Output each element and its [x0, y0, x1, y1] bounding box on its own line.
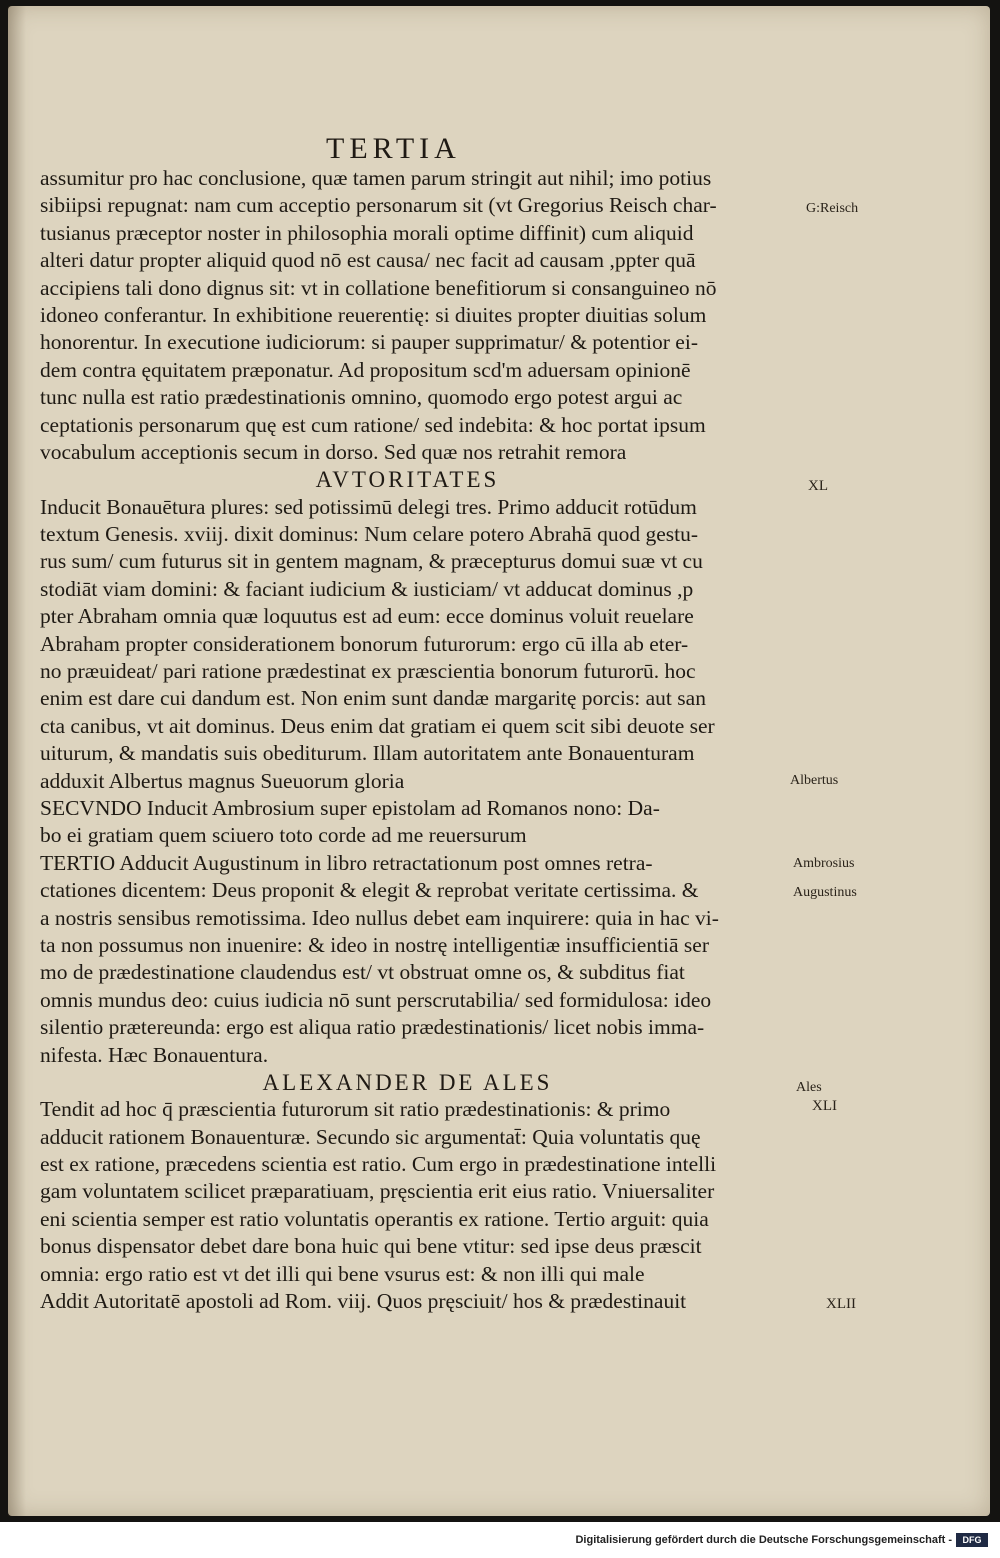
text-line: vocabulum acceptionis secum in dorso. Sed quæ nos retrahit remora: [40, 439, 627, 464]
text-line: TERTIO Adducit Augustinum in libro retractationum post omnes retra-: [40, 850, 653, 875]
running-head: TERTIA: [326, 132, 461, 165]
text-line: silentio prætereunda: ergo est aliqua ratio prædestinationis/ licet nobis imma-: [40, 1015, 705, 1040]
text-line: idoneo conferantur. In exhibitione reuerentię: si diuites propter diuitias solum: [40, 302, 707, 327]
text-line: enim est dare cui dandum est. Non enim sunt dandæ margaritę porcis: aut san: [40, 686, 706, 711]
text-line: Inducit Bonauētura plures: sed potissimū delegi tres. Primo adducit rotūdum: [40, 494, 697, 519]
margin-note-xl: XL: [808, 478, 828, 494]
text-line: ctationes dicentem: Deus proponit & elegit & reprobat veritate certissima. &: [40, 878, 699, 903]
text-line: alteri datur propter aliquid quod nō est causa/ nec facit ad causam ,ppter quā: [40, 248, 696, 273]
margin-note-augustinus: Augustinus: [793, 885, 857, 900]
footer-bar: [0, 1526, 1000, 1558]
text-line: pter Abraham omnia quæ loquutus est ad eum: ecce dominus voluit reuelare: [40, 604, 694, 629]
footer-credit: Digitalisierung gefördert durch die Deutsche Forschungsgemeinschaft -: [575, 1534, 952, 1546]
margin-note-xlii: XLII: [826, 1296, 856, 1312]
text-line: a nostris sensibus remotissima. Ideo nullus debet eam inquirere: quia in hac vi-: [40, 905, 719, 930]
margin-note-albertus: Albertus: [790, 773, 839, 788]
text-line: omnia: ergo ratio est vt det illi qui bene vsurus est: & non illi qui male: [40, 1261, 645, 1286]
margin-note-ambrosius: Ambrosius: [793, 856, 855, 871]
text-line: dem contra ęquitatem præponatur. Ad propositum scd'm aduersam opinionē: [40, 357, 691, 382]
text-line: Addit Autoritatē apostoli ad Rom. viij. Quos pręsciuit/ hos & prædestinauit: [40, 1289, 687, 1314]
section-heading-alexander: ALEXANDER DE ALES: [262, 1069, 553, 1095]
margin-note-xli: XLI: [812, 1098, 837, 1114]
text-line: bo ei gratiam quem sciuero toto corde ad me reuersurum: [40, 823, 527, 848]
text-line: uiturum, & mandatis suis obediturum. Illam autoritatem ante Bonauenturam: [40, 741, 695, 766]
text-line: stodiāt viam domini: & faciant iudicium & iusticiam/ vt adducat dominus ,p: [40, 576, 694, 601]
text-line: gam voluntatem scilicet præparatiuam, pręscientia erit eius ratio. Vniuersaliter: [40, 1179, 715, 1204]
dfg-logo-icon: DFG: [956, 1533, 988, 1547]
text-line: Tendit ad hoc q̄ præscientia futurorum sit ratio prædestinationis: & primo: [40, 1097, 671, 1122]
text-line: assumitur pro hac conclusione, quæ tamen parum stringit aut nihil; imo potius: [40, 166, 712, 190]
text-line: ceptationis personarum quę est cum ratione/ sed indebita: & hoc portat ipsum: [40, 412, 706, 437]
text-line: sibiipsi repugnat: nam cum acceptio personarum sit (vt Gregorius Reisch char-: [40, 193, 717, 218]
text-line: est ex ratione, præcedens scientia est ratio. Cum ergo in prædestinatione intelli: [40, 1152, 717, 1177]
text-line: mo de prædestinatione claudendus est/ vt obstruat omne os, & subditus fiat: [40, 960, 685, 985]
margin-note-reisch: G:Reisch: [806, 201, 859, 216]
section-heading-autoritates: AVTORITATES: [315, 467, 500, 493]
text-line: cta canibus, vt ait dominus. Deus enim dat gratiam ei quem scit sibi deuote ser: [40, 713, 715, 738]
text-line: textum Genesis. xviij. dixit dominus: Num celare potero Abrahā quod gestu-: [40, 522, 699, 547]
text-line: bonus dispensator debet dare bona huic qui bene vtitur: sed ipse deus præscit: [40, 1234, 702, 1259]
margin-note-ales: Ales: [796, 1080, 822, 1095]
text-line: Abraham propter considerationem bonorum futurorum: ergo cū illa ab eter-: [40, 631, 689, 656]
text-line: no præuideat/ pari ratione prædestinat ex præscientia bonorum futurorū. hoc: [40, 659, 696, 684]
text-line: adducit rationem Bonauenturæ. Secundo sic argumentat̄: Quia voluntatis quę: [40, 1124, 701, 1149]
text-line: adduxit Albertus magnus Sueuorum gloria: [40, 768, 405, 793]
text-line: tunc nulla est ratio prædestinationis omnino, quomodo ergo potest argui ac: [40, 385, 683, 410]
text-line: honorentur. In executione iudiciorum: si pauper supprimatur/ & potentior ei-: [40, 330, 698, 355]
text-line: eni scientia semper est ratio voluntatis operantis ex ratione. Tertio arguit: quia: [40, 1206, 709, 1231]
text-line: rus sum/ cum futurus sit in gentem magnam, & præcepturus domui suæ vt cu: [40, 549, 703, 574]
text-line: accipiens tali dono dignus sit: vt in collatione benefitiorum si consanguineo nō: [40, 275, 717, 300]
text-line: tusianus præceptor noster in philosophia morali optime diffinit) cum aliquid: [40, 220, 694, 245]
text-line: nifesta. Hæc Bonauentura.: [40, 1042, 269, 1067]
text-line: omnis mundus deo: cuius iudicia nō sunt perscrutabilia/ sed formidulosa: ideo: [40, 987, 712, 1012]
text-line: SECVNDO Inducit Ambrosium super epistolam ad Romanos nono: Da-: [40, 795, 660, 820]
text-line: ta non possumus non inuenire: & ideo in nostrę intelligentiæ insufficientiā ser: [40, 932, 709, 957]
main-text-block: [40, 165, 775, 1315]
